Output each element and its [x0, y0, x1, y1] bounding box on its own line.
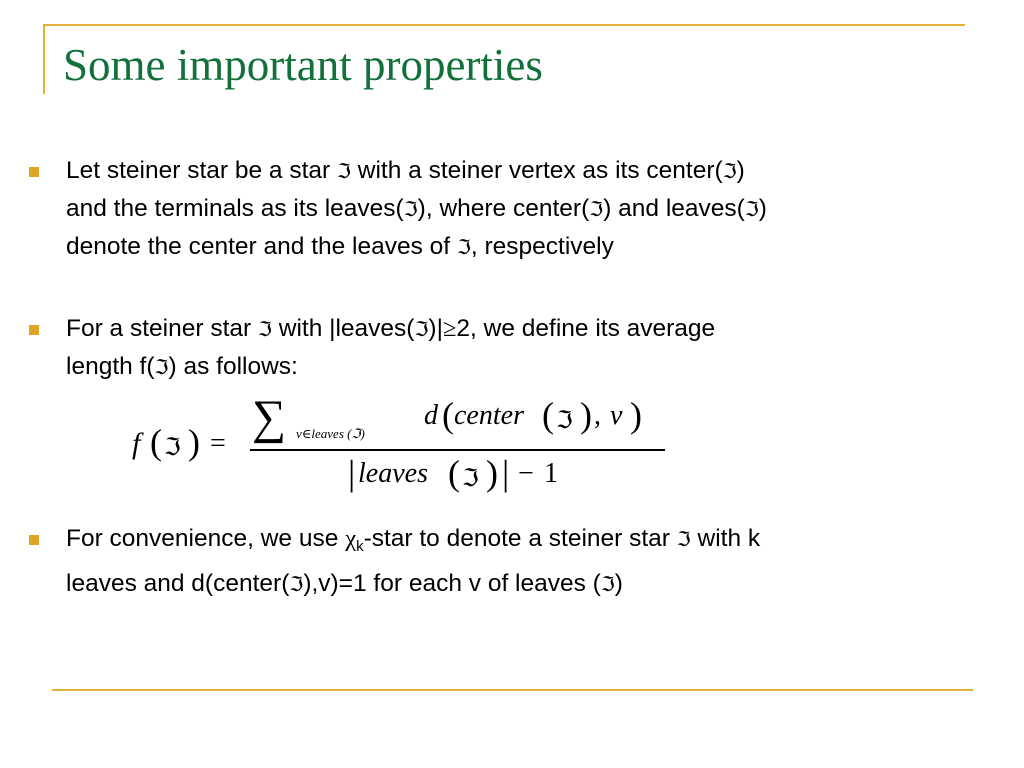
fraction-bar: [250, 449, 665, 451]
text-run: For convenience, we use: [66, 525, 346, 552]
formula-f: f: [132, 427, 141, 460]
fraktur-i-symbol: ℑ: [403, 197, 418, 221]
geq-symbol: ≥: [442, 315, 457, 342]
formula-paren: (: [150, 422, 162, 462]
text-run: Let steiner star be a star: [66, 157, 337, 184]
formula-paren: (: [442, 395, 454, 435]
text-run: ) denote the center and the leaves of: [66, 195, 767, 260]
fraktur-i-symbol: ℑ: [154, 355, 169, 379]
top-rule: [43, 24, 965, 26]
formula-paren: (: [542, 395, 554, 435]
formula-paren: ): [486, 453, 498, 493]
chi-symbol: χ: [345, 525, 357, 552]
fraktur-i-symbol: ℑ: [556, 408, 573, 434]
formula-paren: ): [580, 395, 592, 435]
formula-paren: ): [188, 422, 200, 462]
text-run: ),v)=1 for each v of leaves (: [303, 570, 601, 597]
formula-equals: =: [210, 428, 226, 459]
formula-one: 1: [544, 458, 558, 489]
formula-v: v: [610, 400, 623, 431]
fraktur-i-symbol: ℑ: [337, 159, 351, 183]
bullet-marker-2: [29, 325, 39, 335]
fraktur-i-symbol: ℑ: [744, 197, 759, 221]
average-length-formula: [120, 392, 680, 500]
text-run: ) as follows:: [168, 353, 298, 380]
text-run: 2, we define its average length f(: [66, 315, 716, 380]
fraktur-i-symbol: ℑ: [722, 159, 737, 183]
bullet-text-1: [66, 152, 786, 266]
formula-paren: ): [630, 395, 642, 435]
fraktur-i-symbol: ℑ: [257, 317, 272, 341]
text-run: with a steiner vertex as its center(: [350, 157, 723, 184]
fraktur-i-symbol: ℑ: [414, 317, 429, 341]
abs-bar: |: [502, 453, 510, 493]
bottom-rule: [52, 689, 973, 691]
bullet-text-2: [66, 310, 786, 386]
text-run: ) and leaves(: [603, 195, 745, 222]
left-rule: [43, 24, 45, 94]
bullet-marker-1: [29, 167, 39, 177]
text-run: ) and the terminals as its leaves(: [66, 157, 745, 222]
sum-subscript: v∈leaves (ℑ): [296, 426, 365, 441]
text-run: ): [614, 570, 623, 597]
abs-bar: |: [348, 453, 356, 493]
formula-comma: ,: [594, 400, 601, 431]
formula-minus: −: [518, 458, 534, 489]
formula-leaves: leaves: [358, 458, 428, 489]
fraktur-i-symbol: ℑ: [589, 197, 604, 221]
text-run: ), where center(: [417, 195, 590, 222]
formula-paren: (: [448, 453, 460, 493]
text-run: )|: [428, 315, 443, 342]
bullet-text-3: [66, 520, 786, 603]
fraktur-i-symbol: ℑ: [164, 435, 181, 461]
fraktur-i-symbol: ℑ: [600, 572, 615, 596]
sum-symbol: ∑: [252, 391, 287, 444]
fraktur-i-symbol: ℑ: [462, 466, 479, 492]
fraktur-i-symbol: ℑ: [456, 235, 471, 259]
slide-title: Some important properties: [63, 40, 543, 90]
fraktur-i-symbol: ℑ: [289, 572, 304, 596]
text-run: For a steiner star: [66, 315, 258, 342]
fraktur-i-symbol: ℑ: [676, 527, 691, 551]
bullet-marker-3: [29, 535, 39, 545]
text-run: with k leaves and d(center(: [66, 525, 761, 597]
text-run: with |leaves(: [271, 315, 415, 342]
text-run: -star to denote a steiner star: [363, 525, 677, 552]
formula-d: d: [424, 400, 438, 431]
formula-center: center: [454, 400, 524, 431]
text-run: , respectively: [470, 233, 614, 260]
chi-subscript: k: [356, 538, 364, 555]
